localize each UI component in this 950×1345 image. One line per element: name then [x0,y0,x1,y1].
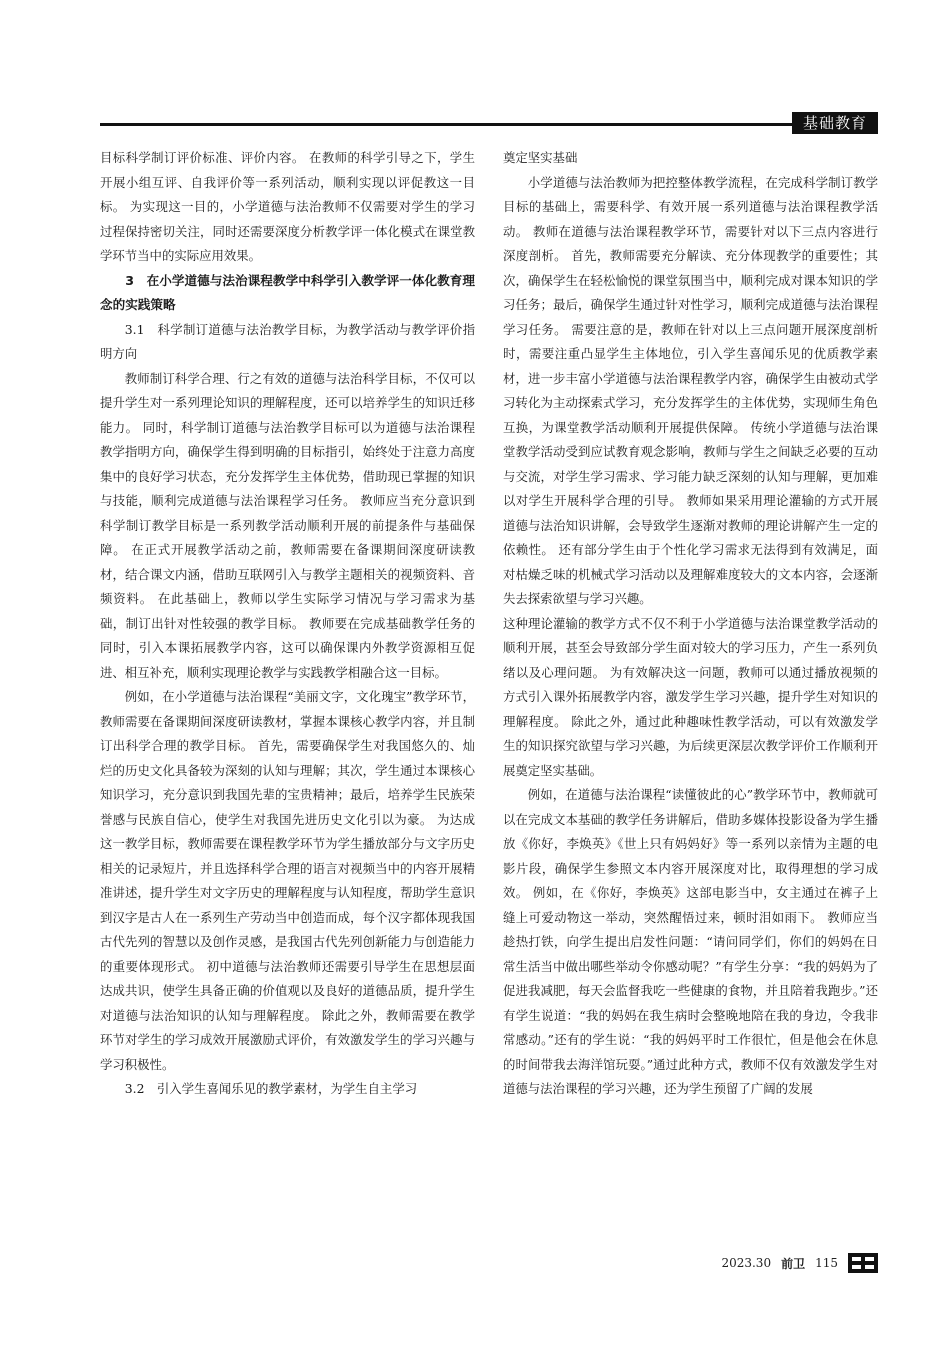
journal-name: 前卫 [781,1256,806,1271]
right-paragraph-0: 奠定坚实基础 [503,150,578,165]
page-footer [721,1252,878,1274]
left-column [100,146,475,1102]
right-paragraph-3: 例如，在道德与法治课程“读懂彼此的心”教学环节中，教师就可以在完成文本基础的教学任务讲解后，借助多媒体投影设备为学生播放《你好，李焕英》《世上只有妈妈好》等一系列以亲情为主题的电影片段，确保学生参照文本内容开展深度对比，取得理想的学习成效。 例如，在《你好，李焕英》这部电影当中，女主通过在裤子上缝上可爱动物这一举动，突然醒悟过来，顿时泪如雨下。 教师应当趁热打铁，向学生提出启发性问题：“请问同学们，你们的妈妈在日常生活当中做出哪些举动令你感动呢？”有学生分享：“我的妈妈为了促进我减肥，每天会监督我吃一些健康的食物，并且陪着我跑步。”还有学生说道：“我的妈妈在我生病时会整晚地陪在我的身边，令我非常感动。”还有的学生说：“我的妈妈平时工作很忙，但是他会在休息的时间带我去海洋馆玩耍。”通过此种方式，教师不仅有效激发学生对道德与法治课程的学习兴趣，还为学生预留了广阔的发展 [503,787,878,1096]
section-heading-3: 3 在小学道德与法治课程教学中科学引入教学评一体化教育理念的实践策略 [100,272,475,312]
left-paragraph-1: 目标科学制订评价标准、评价内容。 在教师的科学引导之下，学生开展小组互评、自我评价等一系列活动，顺利实现以评促教这一目标。 为实现这一目的，小学道德与法治教师不仅需要对学生的学习过程保持密切关注，同时还需要深度分析教学评一体化模式在课堂教学环节当中的实际应用效果。 [100,150,475,263]
issue-number: 2023.30 [721,1256,772,1270]
left-paragraph-2: 教师制订科学合理、行之有效的道德与法治科学目标，不仅可以提升学生对一系列理论知识的理解程度，还可以培养学生的知识迁移能力。 同时，科学制订道德与法治教学目标可以为道德与法治课程教学指明方向，确保学生得到明确的目标指引，始终处于注意力高度集中的良好学习状态，充分发挥学生主体优势，借助现已掌握的知识与技能，顺利完成道德与法治课程学习任务。 教师应当充分意识到科学制订教学目标是一系列教学活动顺利开展的前提条件与基础保障。 在正式开展教学活动之前，教师需要在备课期间深度研读教材，结合课文内涵，借助互联网引入与教学主题相关的视频资料、音频资料。 在此基础上，教师以学生实际学习情况与学习需求为基础，制订出针对性较强的教学目标。 教师要在完成基础教学任务的同时，引入本课拓展教学内容，这可以确保课内外教学资源相互促进、相互补充，顺利实现理论教学与实践教学相融合这一目标。 [100,370,475,680]
left-paragraph-3: 例如，在小学道德与法治课程“美丽文字，文化瑰宝”教学环节，教师需要在备课期间深度研读教材，掌握本课核心教学内容，并且制订出科学合理的教学目标。 首先，需要确保学生对我国悠久的、灿烂的历史文化具备较为深刻的认知与理解；其次，学生通过本课核心知识学习，充分意识到我国先辈的宝贵精神；最后，培养学生民族荣誉感与民族自信心，使学生对我国先进历史文化引以为豪。 为达成这一教学目标，教师需要在课程教学环节为学生播放部分与文字历史相关的记录短片，并且选择科学合理的语言对视频当中的内容开展精准讲述，提升学生对文字历史的理解程度与认知程度，帮助学生意识到汉字是古人在一系列生产劳动当中创造而成，每个汉字都体现我国古代先列的智慧以及创作灵感，是我国古代先列创新能力与创造能力的重要体现形式。 初中道德与法治教师还需要引导学生在思想层面达成共识，使学生具备正确的价值观以及良好的道德品质，提升学生对道德与法治知识的认知与理解程度。 除此之外，教师需要在教学环节对学生的学习成效开展激励式评价，有效激发学生的学习兴趣与学习积极性。 [100,689,475,1072]
right-column [503,146,878,1102]
section-tag: 基础教育 [792,112,878,134]
header-rule [100,123,878,126]
right-paragraph-2: 这种理论灌输的教学方式不仅不利于小学道德与法治课堂教学活动的顺利开展，甚至会导致部分学生面对较大的学习压力，产生一系列负绪以及心理问题。 为有效解决这一问题，教师可以通过播放视频的方式引入课外拓展教学内容，激发学生学习兴趣，提升学生对知识的理解程度。 除此之外，通过此种趣味性教学活动，可以有效激发学生的知识探究欲望与学习兴趣，为后续更深层次教学评价工作顺利开展奠定坚实基础。 [503,615,878,778]
right-paragraph-1: 小学道德与法治教师为把控整体教学流程，在完成科学制订教学目标的基础上，需要科学、有效开展一系列道德与法治课程教学活动。 教师在道德与法治课程教学环节，需要针对以下三点内容进行深度剖析。 首先，教师需要充分解读、充分体现教学的重要性；其次，确保学生在轻松愉悦的课堂氛围当中，顺利完成对课本知识的学习任务；最后，确保学生通过针对性学习，顺利完成道德与法治课程学习任务。 需要注意的是，教师在针对以上三点问题开展深度剖析时，需要注重凸显学生主体地位，引入学生喜闻乐见的优质教学素材，进一步丰富小学道德与法治课程教学内容，确保学生由被动式学习转化为主动探索式学习，充分发挥学生的主体优势，实现师生角色互换，为课堂教学活动顺利开展提供保障。 传统小学道德与法治课堂教学活动受到应试教育观念影响，教师与学生之间缺乏必要的互动与交流，对学生学习需求、学习能力缺乏深刻的认知与理解，更加难以对学生开展科学合理的引导。 教师如果采用理论灌输的方式开展道德与法治知识讲解，会导致学生逐渐对教师的理论讲解产生一定的依赖性。 还有部分学生由于个性化学习需求无法得到有效满足，面对枯燥乏味的机械式学习活动以及理解难度较大的文本内容，会逐渐失去探索欲望与学习兴趣。 [503,174,878,606]
journal-logo-icon [848,1253,878,1273]
page-number: 115 [815,1256,838,1270]
subsection-heading-3-2: 3.2 引入学生喜闻乐见的教学素材，为学生自主学习 [124,1081,418,1096]
subsection-heading-3-1: 3.1 科学制订道德与法治教学目标，为教学活动与教学评价指明方向 [100,321,475,361]
